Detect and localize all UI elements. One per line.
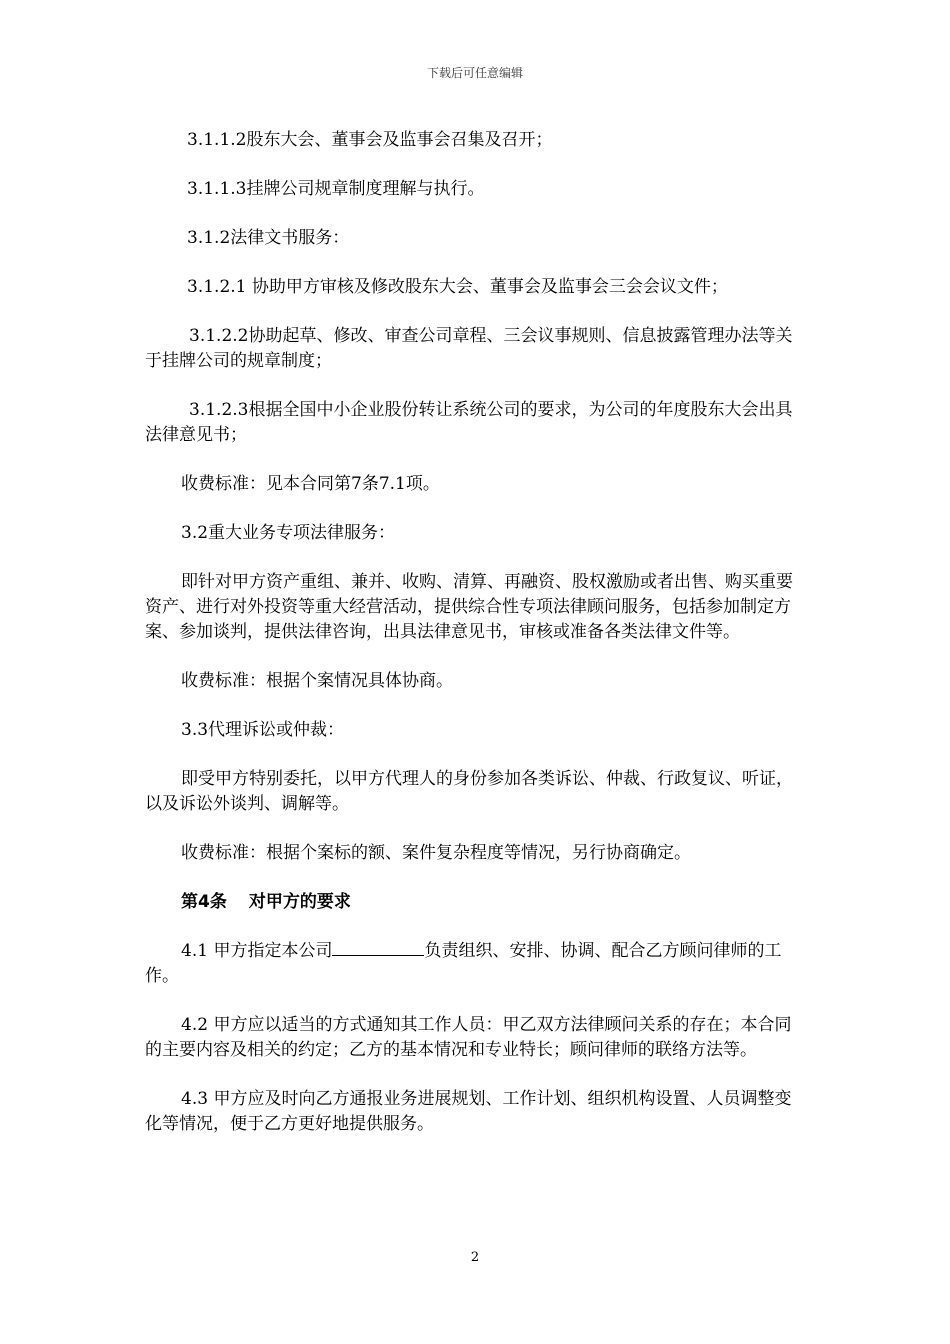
fee-standard-1: 收费标准：见本合同第7条7.1项。 (181, 474, 440, 494)
page-number: 2 (470, 1250, 480, 1265)
article-4-heading (145, 890, 807, 915)
fee-standard-3: 收费标准：根据个案标的额、案件复杂程度等情况，另行协商确定。 (181, 843, 691, 863)
clause-4-1 (145, 939, 807, 989)
clause-3-3: 3.3代理诉讼或仲裁： (181, 720, 345, 740)
clause-3-1-1-3: 3.1.1.3挂牌公司规章制度理解与执行。 (187, 179, 485, 199)
clause-3-2-description: 即针对甲方资产重组、兼并、收购、清算、再融资、股权激励或者出售、购买重要资产、进行对外投资等重大经营活动，提供综合性专项法律顾问服务，包括参加制定方案、参加谈判，提供法律咨询，出具法律意见书，审核或准备各类法律文件等。 (145, 572, 793, 642)
clause-3-1-2: 3.1.2法律文书服务： (187, 228, 350, 248)
clause-4-1-suffix: 负责组织、安排、协调、配合乙方顾问律师的工作。 (145, 941, 782, 986)
clause-4-3: 4.3 甲方应及时向乙方通报业务进展规划、工作计划、组织机构设置、人员调整变化等情况，便于乙方更好地提供服务。 (145, 1089, 792, 1134)
clause-3-3-description: 即受甲方特别委托，以甲方代理人的身份参加各类诉讼、仲裁、行政复议、听证，以及诉讼外谈判、调解等。 (145, 769, 793, 814)
clause-4-1-prefix: 4.1 甲方指定本公司 (181, 941, 333, 961)
clause-3-1-2-2: 3.1.2.2协助起草、修改、审查公司章程、三会议事规则、信息披露管理办法等关于挂牌公司的规章制度； (145, 326, 793, 371)
clause-4-2: 4.2 甲方应以适当的方式通知其工作人员：甲乙双方法律顾问关系的存在；本合同的主要内容及相关的约定；乙方的基本情况和专业特长；顾问律师的联络方法等。 (145, 1015, 792, 1060)
clause-3-1-1-2: 3.1.1.2股东大会、董事会及监事会召集及召开； (187, 130, 553, 150)
fill-in-blank (332, 939, 424, 956)
clause-3-1-2-1: 3.1.2.1 协助甲方审核及修改股东大会、董事会及监事会三会会议文件； (187, 277, 728, 297)
article-4-title: 对甲方的要求 (248, 892, 351, 912)
clause-3-1-2-3: 3.1.2.3根据全国中小企业股份转让系统公司的要求，为公司的年度股东大会出具法律意见书； (145, 400, 793, 445)
fee-standard-2: 收费标准：根据个案情况具体协商。 (181, 671, 453, 691)
clause-3-2: 3.2重大业务专项法律服务： (181, 523, 396, 543)
page-header: 下载后可任意编辑 (426, 66, 523, 80)
article-4-number: 第4条 (181, 892, 227, 912)
document-body (145, 128, 807, 1161)
